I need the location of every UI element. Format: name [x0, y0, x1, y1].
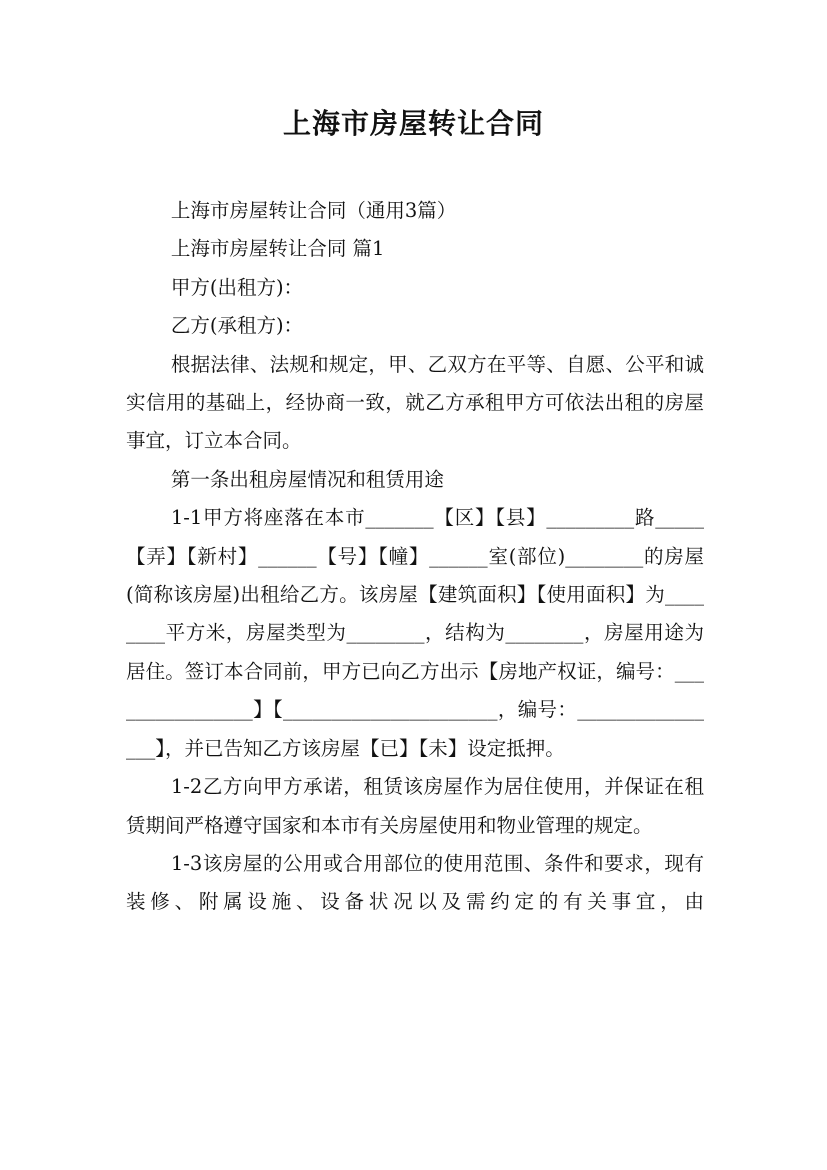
paragraph-section-1-heading: 第一条出租房屋情况和租赁用途 — [170, 467, 444, 491]
paragraph-clause-1-2: 1-2乙方向甲方承诺，租赁该房屋作为居住使用，并保证在租赁期间严格遵守国家和本市有关房屋使用和物业管理的规定。 — [126, 775, 704, 837]
paragraph-party-b: 乙方(承租方)： — [170, 314, 304, 338]
paragraph-subtitle: 上海市房屋转让合同（通用3篇） — [170, 199, 457, 222]
document-title: 上海市房屋转让合同 — [282, 107, 544, 140]
paragraph-clause-1-3: 1-3该房屋的公用或合用部位的使用范围、条件和要求，现有装修、附属设施、设备状况以及需约定的有关事宜，由 — [126, 851, 704, 914]
document-body — [126, 192, 704, 922]
paragraph-article-heading: 上海市房屋转让合同 篇1 — [170, 237, 385, 261]
paragraph-clause-1-1: 1-1甲方将座落在本市_______【区】【县】_________路_____【弄】【新村】______【号】【幢】______室(部位)________的房屋(简称该房屋)出租给乙方。该房屋【建筑面积】【使用面积】为________平方米，房屋类型为________，结构为________，房屋用途为居住。签订本合同前，甲方已向乙方出示【房地产权证，编号：________________】【______________________，编号：________________】，并已告知乙方该房屋【已】【未】设定抵押。 — [126, 506, 704, 760]
paragraph-preamble: 根据法律、法规和规定，甲、乙双方在平等、自愿、公平和诚实信用的基础上，经协商一致，就乙方承租甲方可依法出租的房屋事宜，订立本合同。 — [126, 352, 704, 453]
paragraph-party-a: 甲方(出租方)： — [170, 275, 304, 299]
